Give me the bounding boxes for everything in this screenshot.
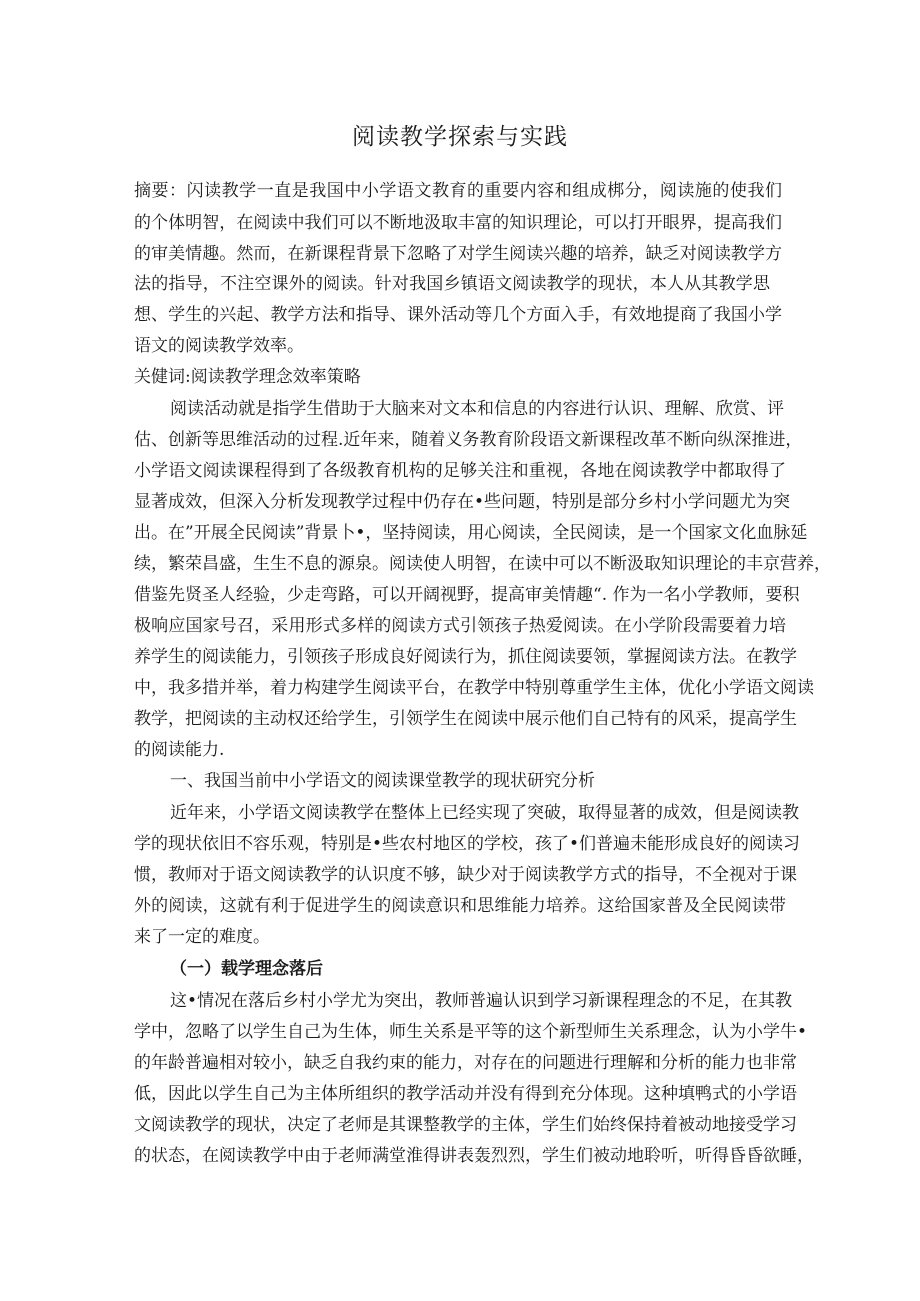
- body-line: 阅读活动就是指学生借助于大脑来对文本和信息的内容进行认识、理解、欣赏、评: [170, 399, 784, 419]
- subsection-heading: （一）载学理念落后: [170, 959, 323, 979]
- body-line: 的阅读能力.: [134, 740, 225, 760]
- body-line: 来了一定的难度。: [134, 927, 270, 947]
- body-line: 续，繁荣昌盛，生生不息的源泉。阅读使人明智，在读中可以不断汲取知识理论的丰京营养，: [134, 554, 831, 574]
- abstract-line: 的个体明智，在阅读中我们可以不断地汲取丰富的知识理论，可以打开眼界，提高我们: [134, 213, 782, 233]
- body-line: 外的阅读，这就有利于促进学生的阅读意识和思维能力培养。这给国家普及全民阅读带: [134, 896, 786, 916]
- body-line: 学的现状依旧不容乐观，特别是•些农村地区的学校，孩了•们普遍未能形成良好的阅读习: [134, 834, 801, 854]
- body-line: 学中，忽略了以学生自己为生体，师生关系是平等的这个新型师生关系理念，认为小学牛•: [134, 1022, 808, 1042]
- body-line: 的状态，在阅读教学中由于老师满堂淮得讲表轰烈烈，学生们被动地聆听，听得昏昏欲睡，: [134, 1146, 814, 1166]
- body-line: 惯，教师对于语文阅读教学的认识度不够，缺少对于阅读教学方式的指导，不全视对于课: [134, 865, 797, 885]
- body-line: 低，因此以学生自己为主体所组织的教学活动并没有得到充分体现。这种填鸭式的小学语: [134, 1084, 797, 1104]
- body-line: 的年龄普遍相对较小，缺乏自我约束的能力，对存在的问题进行理解和分析的能力也非常: [134, 1053, 797, 1073]
- document-title: 阅读教学探索与实践: [352, 124, 568, 150]
- body-line: 估、创新等思维活动的过程.近年来，随着义务教育阶段语文新课程改革不断向纵深推进，: [134, 430, 803, 450]
- body-line: 出。在”开展全民阅读”背景卜•，坚持阅读，用心阅读，全民阅读，是一个国家文化血脉延: [134, 523, 808, 543]
- body-line: 小学语文阅读课程得到了各级教育机构的足够关注和重视，各地在阅读教学中都取得了: [134, 461, 786, 481]
- body-line: 文阅读教学的现状，决定了老师是其课整教学的主体，学生们始终保持着被动地接受学习: [134, 1115, 797, 1135]
- body-line: 教学，把阅读的主动权还给学生，引领学生在阅读中展示他们自己特有的风采，提高学生: [134, 709, 797, 729]
- abstract-line: 法的指导，不注空课外的阅读。针对我国乡镇语文阅读教学的现状，本人从其教学思: [134, 274, 770, 294]
- body-line: 养学生的阅读能力，引领孩子形成良好阅读行为，抓住阅读要领，掌握阅读方法。在教学: [134, 647, 797, 667]
- abstract-line: 摘要：闪读教学一直是我国中小学语文教育的重要内容和组成梆分，阅读施的使我们: [134, 181, 782, 201]
- body-line: 中，我多措并举，着力构建学生阅读平台，在教学中特别尊重学生主体，优化小学语文阅读: [134, 678, 814, 698]
- abstract-line: 想、学生的兴起、教学方法和指导、课外活动等几个方面入手，有效地提商了我国小学: [134, 305, 782, 325]
- section-heading: 一、我国当前中小学语文的阅读课堂教学的现状研究分析: [170, 771, 595, 791]
- body-line: 显著成效，但深入分析发现教学过程中仍存在•些问题，特别是部分乡村小学问题尤为突: [134, 492, 791, 512]
- body-line: 近年来，小学语文阅读教学在整体上已经实现了突破，取得显著的成效，但是阅读教: [170, 803, 799, 823]
- abstract-line: 语文的阅读教学效率。: [134, 336, 304, 356]
- body-line: 极响应国家号召，采用形式多样的阅读方式引领孩子热爱阅读。在小学阶段需要着力培: [134, 616, 786, 636]
- body-line: 借鉴先贤圣人经验，少走弯路，可以开阔视野，提高审美情趣“. 作为一名小学教师，要积: [134, 585, 800, 605]
- abstract-line: 的审美情趣。然而，在新课程背景下忽略了对学生阅读兴趣的培养，缺乏对阅读教学方: [134, 244, 782, 264]
- keywords: 关健词:阅读教学理念效率策略: [134, 367, 361, 387]
- body-line: 这•情况在落后乡村小学尤为突出，教师普遍认识到学习新课程理念的不足，在其教: [170, 991, 793, 1011]
